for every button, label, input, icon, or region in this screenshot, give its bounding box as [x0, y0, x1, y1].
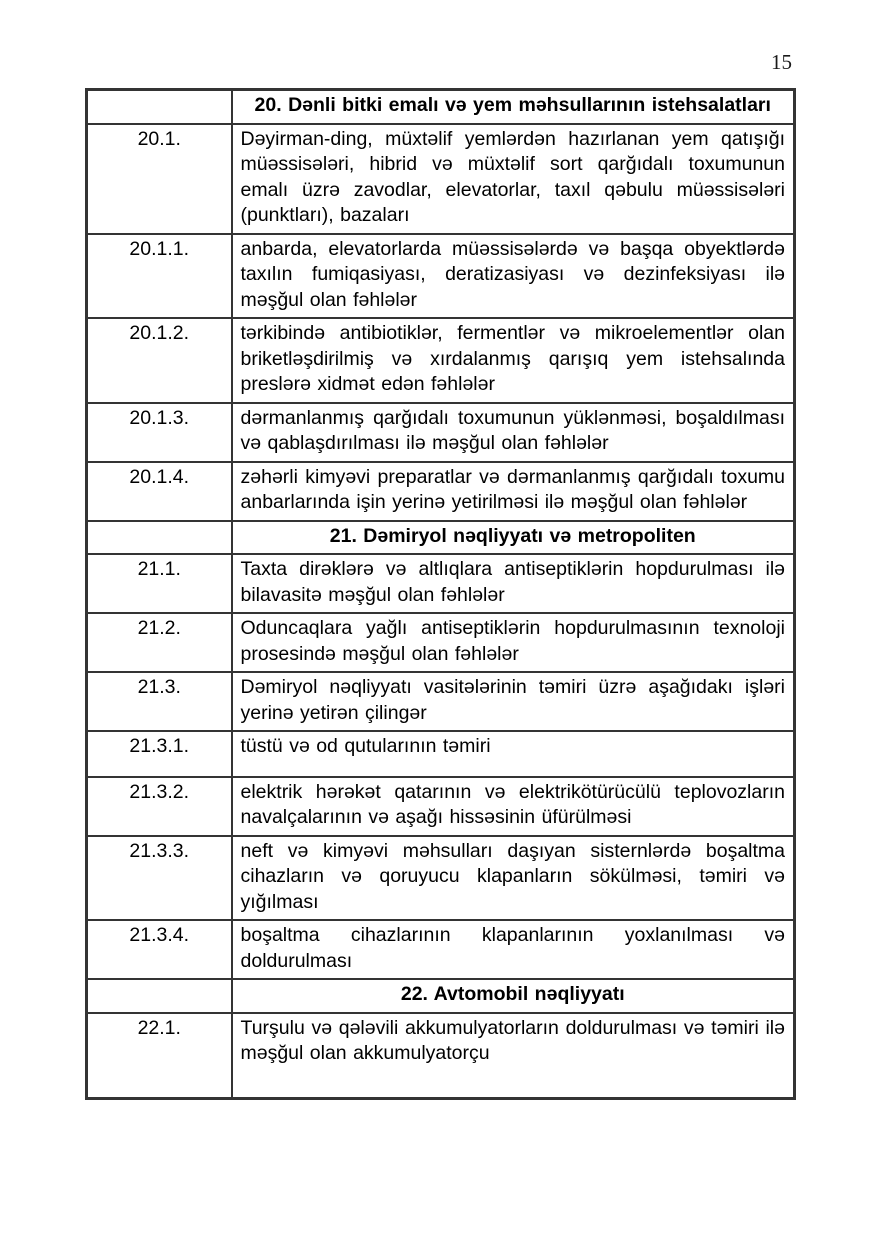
row-number-cell: 20.1.1.: [87, 234, 232, 319]
row-text-cell: boşaltma cihazlarının klapanlarının yoxlanılması və doldurulması: [232, 920, 795, 979]
table-row: [87, 318, 795, 403]
row-number-cell: 21.2.: [87, 613, 232, 672]
row-number-cell: 21.3.: [87, 672, 232, 731]
row-text-cell: Oduncaqlara yağlı antiseptiklərin hopdurulmasının texnoloji prosesində məşğul olan fəhlələr: [232, 613, 795, 672]
row-number-cell: 20.1.2.: [87, 318, 232, 403]
table-row: [87, 124, 795, 234]
row-number-cell: 21.1.: [87, 554, 232, 613]
row-number-cell: 21.3.3.: [87, 836, 232, 921]
table-row: [87, 234, 795, 319]
row-text-cell: Turşulu və qələvili akkumulyatorların doldurulması və təmiri ilə məşğul olan akkumulyatorçu: [232, 1013, 795, 1099]
section-empty-cell: [87, 90, 232, 124]
row-text-cell: neft və kimyəvi məhsulları daşıyan sisternlərdə boşaltma cihazların və qoruyucu klapanların sökülməsi, təmiri və yığılması: [232, 836, 795, 921]
table-row: [87, 836, 795, 921]
section-empty-cell: [87, 979, 232, 1013]
row-text-cell: Taxta dirəklərə və altlıqlara antiseptiklərin hopdurulması ilə bilavasitə məşğul olan fəhlələr: [232, 554, 795, 613]
row-number-cell: 22.1.: [87, 1013, 232, 1099]
section-title-cell: 22. Avtomobil nəqliyyatı: [232, 979, 795, 1013]
row-number-cell: 21.3.1.: [87, 731, 232, 777]
table-row: [87, 554, 795, 613]
row-number-cell: 20.1.: [87, 124, 232, 234]
row-text-cell: Dəyirman-ding, müxtəlif yemlərdən hazırlanan yem qatışığı müəssisələri, hibrid və müxtəlif sort qarğıdalı toxumunun emalı üzrə zavodlar, elevatorlar, taxıl qəbulu müəssisələri (punktları), bazaları: [232, 124, 795, 234]
row-text-cell: tərkibində antibiotiklər, fermentlər və mikroelementlər olan briketləşdirilmiş və xırdalanmış qarışıq yem istehsalında preslərə xidmət edən fəhlələr: [232, 318, 795, 403]
row-text-cell: dərmanlanmış qarğıdalı toxumunun yüklənməsi, boşaldılması və qablaşdırılması ilə məşğul olan fəhlələr: [232, 403, 795, 462]
table-row: [87, 1013, 795, 1099]
row-text-cell: tüstü və od qutularının təmiri: [232, 731, 795, 777]
occupations-table: [85, 88, 796, 1100]
row-number-cell: 20.1.3.: [87, 403, 232, 462]
table-row: [87, 403, 795, 462]
row-text-cell: anbarda, elevatorlarda müəssisələrdə və başqa obyektlərdə taxılın fumiqasiyası, deratizasiyası və dezinfeksiyası ilə məşğul olan fəhlələr: [232, 234, 795, 319]
section-title-cell: 21. Dəmiryol nəqliyyatı və metropoliten: [232, 521, 795, 555]
section-header-row: [87, 979, 795, 1013]
table-body: [87, 90, 795, 1099]
row-text-cell: elektrik hərəkət qatarının və elektrikötürücülü teplovozların navalçalarının və aşağı hissəsinin üfürülməsi: [232, 777, 795, 836]
row-number-cell: 21.3.4.: [87, 920, 232, 979]
table-row: [87, 731, 795, 777]
row-number-cell: 20.1.4.: [87, 462, 232, 521]
table-row: [87, 613, 795, 672]
table-row: [87, 777, 795, 836]
section-empty-cell: [87, 521, 232, 555]
row-text-cell: Dəmiryol nəqliyyatı vasitələrinin təmiri üzrə aşağıdakı işləri yerinə yetirən çilingər: [232, 672, 795, 731]
table-row: [87, 672, 795, 731]
section-title-cell: 20. Dənli bitki emalı və yem məhsullarının istehsalatları: [232, 90, 795, 124]
table-row: [87, 920, 795, 979]
section-header-row: [87, 521, 795, 555]
section-header-row: [87, 90, 795, 124]
row-text-cell: zəhərli kimyəvi preparatlar və dərmanlanmış qarğıdalı toxumu anbarlarında işin yerinə yetirilməsi ilə məşğul olan fəhlələr: [232, 462, 795, 521]
page-number: 15: [771, 50, 792, 74]
table-row: [87, 462, 795, 521]
row-number-cell: 21.3.2.: [87, 777, 232, 836]
